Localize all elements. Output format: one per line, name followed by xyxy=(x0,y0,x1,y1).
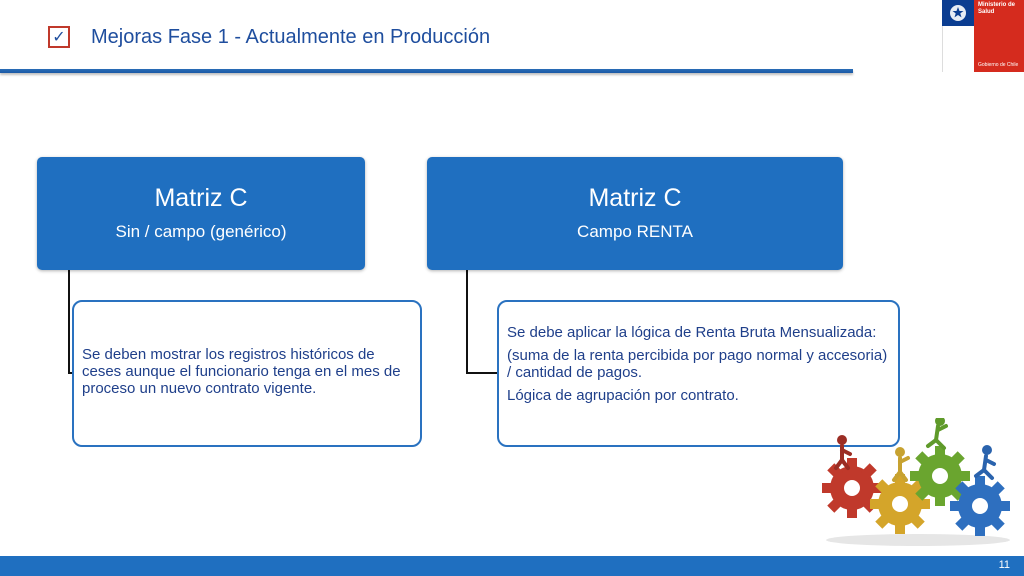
right-card-paragraph-2: (suma de la renta percibida por pago normal y accesoria) / cantidad de pagos. xyxy=(507,347,888,381)
right-card-header xyxy=(427,157,843,270)
left-card-title: Matriz C xyxy=(154,184,248,212)
right-card-paragraph-1: Se debe aplicar la lógica de Renta Bruta Mensualizada: xyxy=(507,324,877,341)
left-card-detail xyxy=(72,300,422,447)
logo-ministry-text: Ministerio de Salud xyxy=(978,2,1016,15)
logo-government-text: Gobierno de Chile xyxy=(978,62,1019,68)
logo-blue-block xyxy=(942,0,974,26)
right-card-subtitle: Campo RENTA xyxy=(577,222,693,241)
page-number: 11 xyxy=(998,559,1010,571)
coat-of-arms-icon xyxy=(942,0,974,26)
right-connector xyxy=(466,270,501,374)
check-mark: ✓ xyxy=(52,27,66,46)
gears-teamwork-icon xyxy=(820,418,1016,550)
ministry-logo xyxy=(942,0,1024,72)
footer-bar xyxy=(0,556,1024,576)
logo-white-block xyxy=(942,26,974,72)
right-card-paragraph-3: Lógica de agrupación por contrato. xyxy=(507,387,739,404)
left-card-header xyxy=(37,157,365,270)
title-underline xyxy=(0,69,853,73)
checkbox-icon xyxy=(48,26,70,48)
slide-title: Mejoras Fase 1 - Actualmente en Producción xyxy=(91,26,491,48)
left-card-subtitle: Sin / campo (genérico) xyxy=(115,222,287,241)
left-card-body: Se deben mostrar los registros históricos de ceses aunque el funcionario tenga en el mes de proceso un nuevo contrato vigente. xyxy=(82,346,401,397)
right-card-title: Matriz C xyxy=(588,184,682,212)
